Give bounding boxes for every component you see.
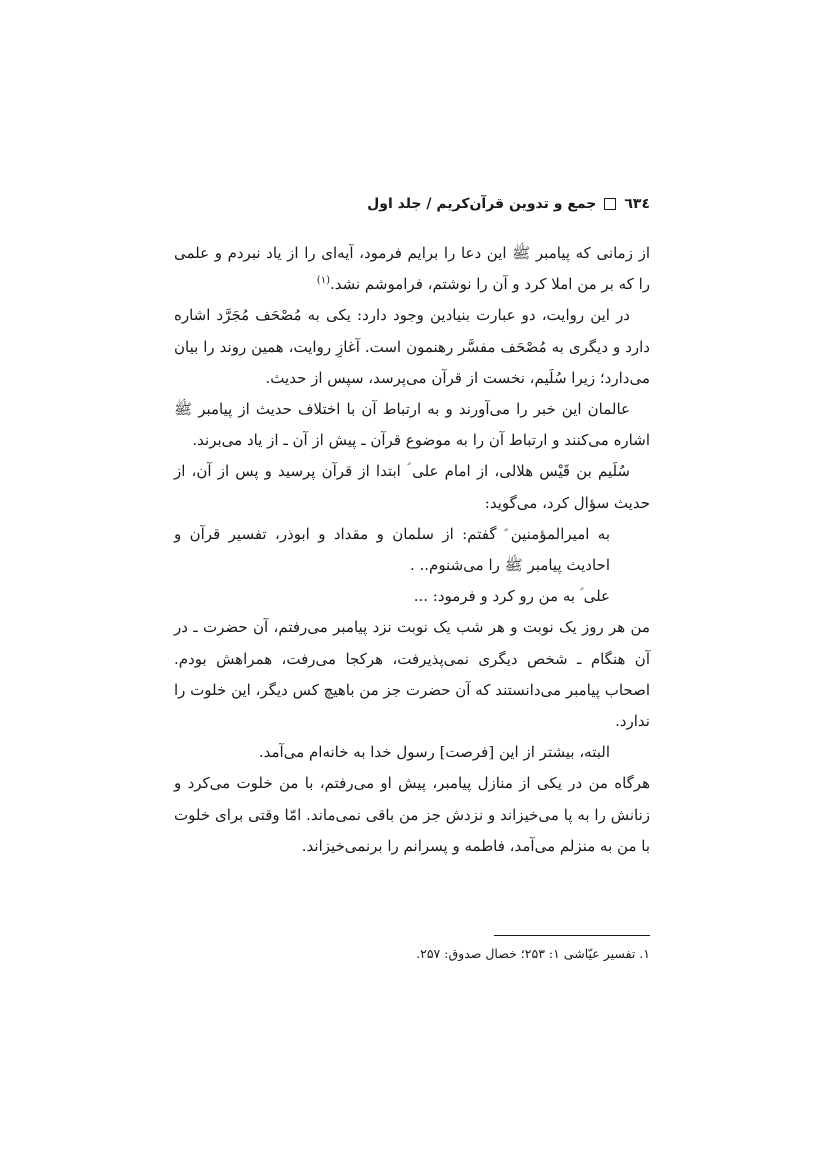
paragraph-text: از زمانی که پیامبر ﷺ این دعا را برایم فرمود، آیه‌ای را از یاد نبردم و علمی را که بر من املا کرد و آن را نوشتم، فراموشم نشد. <box>174 244 650 294</box>
footnote: ۱. تفسیر عیّاشی ۱: ۲۵۳؛ خصال صدوق: ۲۵۷. <box>416 946 650 961</box>
body-text <box>174 238 650 862</box>
quote-1: به امیرالمؤمنین ؑ گفتم: از سلمان و مقداد و ابوذر، تفسیر قرآن و احادیث پیامبر ﷺ را می‌شنوم.. . <box>174 524 610 575</box>
book-title: جمع و تدوين قرآن‌كريم / جلد اول <box>367 196 597 212</box>
page-number: ٦٣٤ <box>624 196 650 212</box>
paragraph-6: هرگاه من در یکی از منازل پیامبر، پیش او می‌رفتم، با من خلوت می‌کرد و زنانش را به پا می‌خیزاند و نزدش جز من باقی نمی‌ماند. امّا وقتی برای خلوت با من به منزلم می‌آمد، فاطمه و پسرانم را برنمی‌خیزاند. <box>174 774 650 855</box>
quote-3: البته، بیشتر از این [فرصت] رسول خدا به خانه‌ام می‌آمد. <box>258 743 610 762</box>
paragraph-4: سُلَیم بن قَیْس هلالی، از امام علی ؑ ابتدا از قرآن پرسید و پس از آن، از حدیث سؤال کرد، می‌گوید: <box>174 462 650 512</box>
paragraph-5: من هر روز یک نوبت و هر شب یک نوبت نزد پیامبر می‌رفتم، آن حضرت ـ در آن هنگام ـ شخص دیگری نمی‌پذیرفت، هرکجا می‌رفت، همراهش بودم. اصحاب پیامبر می‌دانستند که آن حضرت جز من باهیچ کس دیگر، این خلوت را ندارد. <box>174 618 650 731</box>
running-header <box>367 196 650 212</box>
paragraph-1 <box>174 238 650 300</box>
footnote-reference: (۱) <box>316 275 330 287</box>
paragraph-3: عالمان این خبر را می‌آورند و به ارتباط آن با اختلاف حدیث از پیامبر ﷺ اشاره می‌کنند و ارتباط آن را به موضوع قرآن ـ پیش از آن ـ از یاد می‌برند. <box>174 400 650 450</box>
footnote-divider <box>494 935 650 936</box>
square-bullet-icon <box>604 198 616 210</box>
quote-2: علی ؑ به من رو کرد و فرمود: ... <box>413 587 610 606</box>
paragraph-2: در این روایت، دو عبارت بنیادین وجود دارد: یکی به مُصْحَف مُجَرَّد اشاره دارد و دیگری به مُصْحَف مفسَّر رهنمون است. آغازِ روایت، همین روند را بیان می‌دارد؛ زیرا سُلَیم، نخست از قرآن می‌پرسد، سپس از حدیث. <box>174 306 650 387</box>
